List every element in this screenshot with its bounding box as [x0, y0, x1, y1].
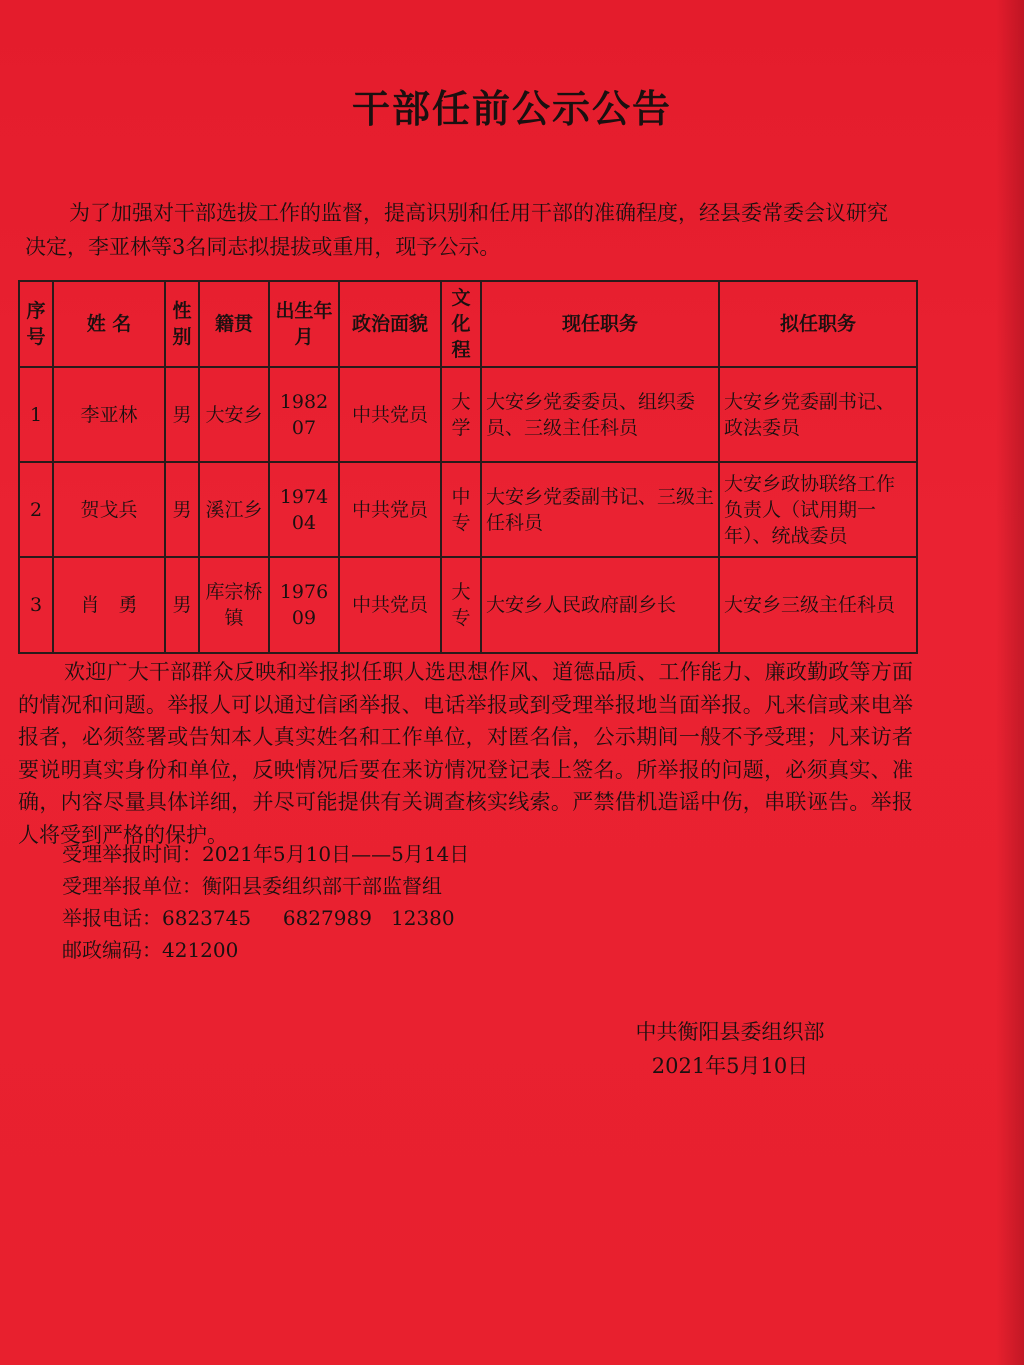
cell-current-post: 大安乡人民政府副乡长 — [481, 557, 719, 653]
issue-date: 2021年5月10日 — [651, 1054, 809, 1078]
header-proposed-post: 拟任职务 — [719, 281, 917, 367]
cell-proposed-post: 大安乡党委副书记、政法委员 — [719, 367, 917, 462]
header-index: 序号 — [19, 281, 53, 367]
table-header-row — [19, 281, 917, 367]
header-name: 姓 名 — [53, 281, 165, 367]
cell-birth: 197404 — [269, 462, 339, 557]
table-row — [19, 557, 917, 653]
cell-political-status: 中共党员 — [339, 367, 441, 462]
cell-name: 肖 勇 — [53, 557, 165, 653]
header-political-status: 政治面貌 — [339, 281, 441, 367]
cell-hometown: 库宗桥镇 — [199, 557, 269, 653]
notice-title: 干部任前公示公告 — [351, 87, 672, 131]
cell-name: 贺戈兵 — [53, 462, 165, 557]
candidate-table — [18, 280, 918, 654]
cell-birth: 198207 — [269, 367, 339, 462]
cell-education: 大专 — [441, 557, 481, 653]
cell-gender: 男 — [165, 557, 199, 653]
cell-current-post: 大安乡党委委员、组织委员、三级主任科员 — [481, 367, 719, 462]
header-gender: 性别 — [165, 281, 199, 367]
paper-edge-shadow — [996, 0, 1024, 1365]
cell-hometown: 大安乡 — [199, 367, 269, 462]
cell-political-status: 中共党员 — [339, 462, 441, 557]
cell-proposed-post: 大安乡三级主任科员 — [719, 557, 917, 653]
report-time: 受理举报时间：2021年5月10日——5月14日 — [62, 842, 470, 866]
postal-code: 邮政编码：421200 — [62, 938, 239, 962]
cell-index: 3 — [19, 557, 53, 653]
report-phone: 举报电话：6823745 6827989 12380 — [62, 906, 455, 930]
issuing-organization: 中共衡阳县委组织部 — [635, 1020, 825, 1044]
cell-education: 大学 — [441, 367, 481, 462]
cell-gender: 男 — [165, 367, 199, 462]
cell-index: 1 — [19, 367, 53, 462]
header-current-post: 现任职务 — [481, 281, 719, 367]
cell-hometown: 溪江乡 — [199, 462, 269, 557]
cell-proposed-post: 大安乡政协联络工作负责人（试用期一年）、统战委员 — [719, 462, 917, 557]
cell-birth: 197609 — [269, 557, 339, 653]
header-education: 文化程 — [441, 281, 481, 367]
cell-political-status: 中共党员 — [339, 557, 441, 653]
cell-gender: 男 — [165, 462, 199, 557]
table-row — [19, 367, 917, 462]
cell-index: 2 — [19, 462, 53, 557]
header-hometown: 籍贯 — [199, 281, 269, 367]
report-unit: 受理举报单位：衡阳县委组织部干部监督组 — [62, 874, 442, 898]
cell-name: 李亚林 — [53, 367, 165, 462]
cell-current-post: 大安乡党委副书记、三级主任科员 — [481, 462, 719, 557]
signature-block — [600, 1015, 860, 1083]
header-birth: 出生年月 — [269, 281, 339, 367]
cell-education: 中专 — [441, 462, 481, 557]
table-row — [19, 462, 917, 557]
report-instructions: 欢迎广大干部群众反映和举报拟任职人选思想作风、道德品质、工作能力、廉政勤政等方面的情况和问题。举报人可以通过信函举报、电话举报或到受理举报地当面举报。凡来信或来电举报者，必须签署或告知本人真实姓名和工作单位，对匿名信，公示期间一般不予受理；凡来访者要说明真实身份和单位，反映情况后要在来访情况登记表上签名。所举报的问题，必须真实、准确，内容尽量具体详细，并尽可能提供有关调查核实线索。严禁借机造谣中伤，串联诬告。举报人将受到严格的保护。 — [18, 660, 913, 847]
intro-paragraph: 为了加强对干部选拔工作的监督，提高识别和任用干部的准确程度，经县委常委会议研究决定，李亚林等3名同志拟提拔或重用，现予公示。 — [25, 201, 888, 259]
contact-info — [62, 838, 469, 966]
